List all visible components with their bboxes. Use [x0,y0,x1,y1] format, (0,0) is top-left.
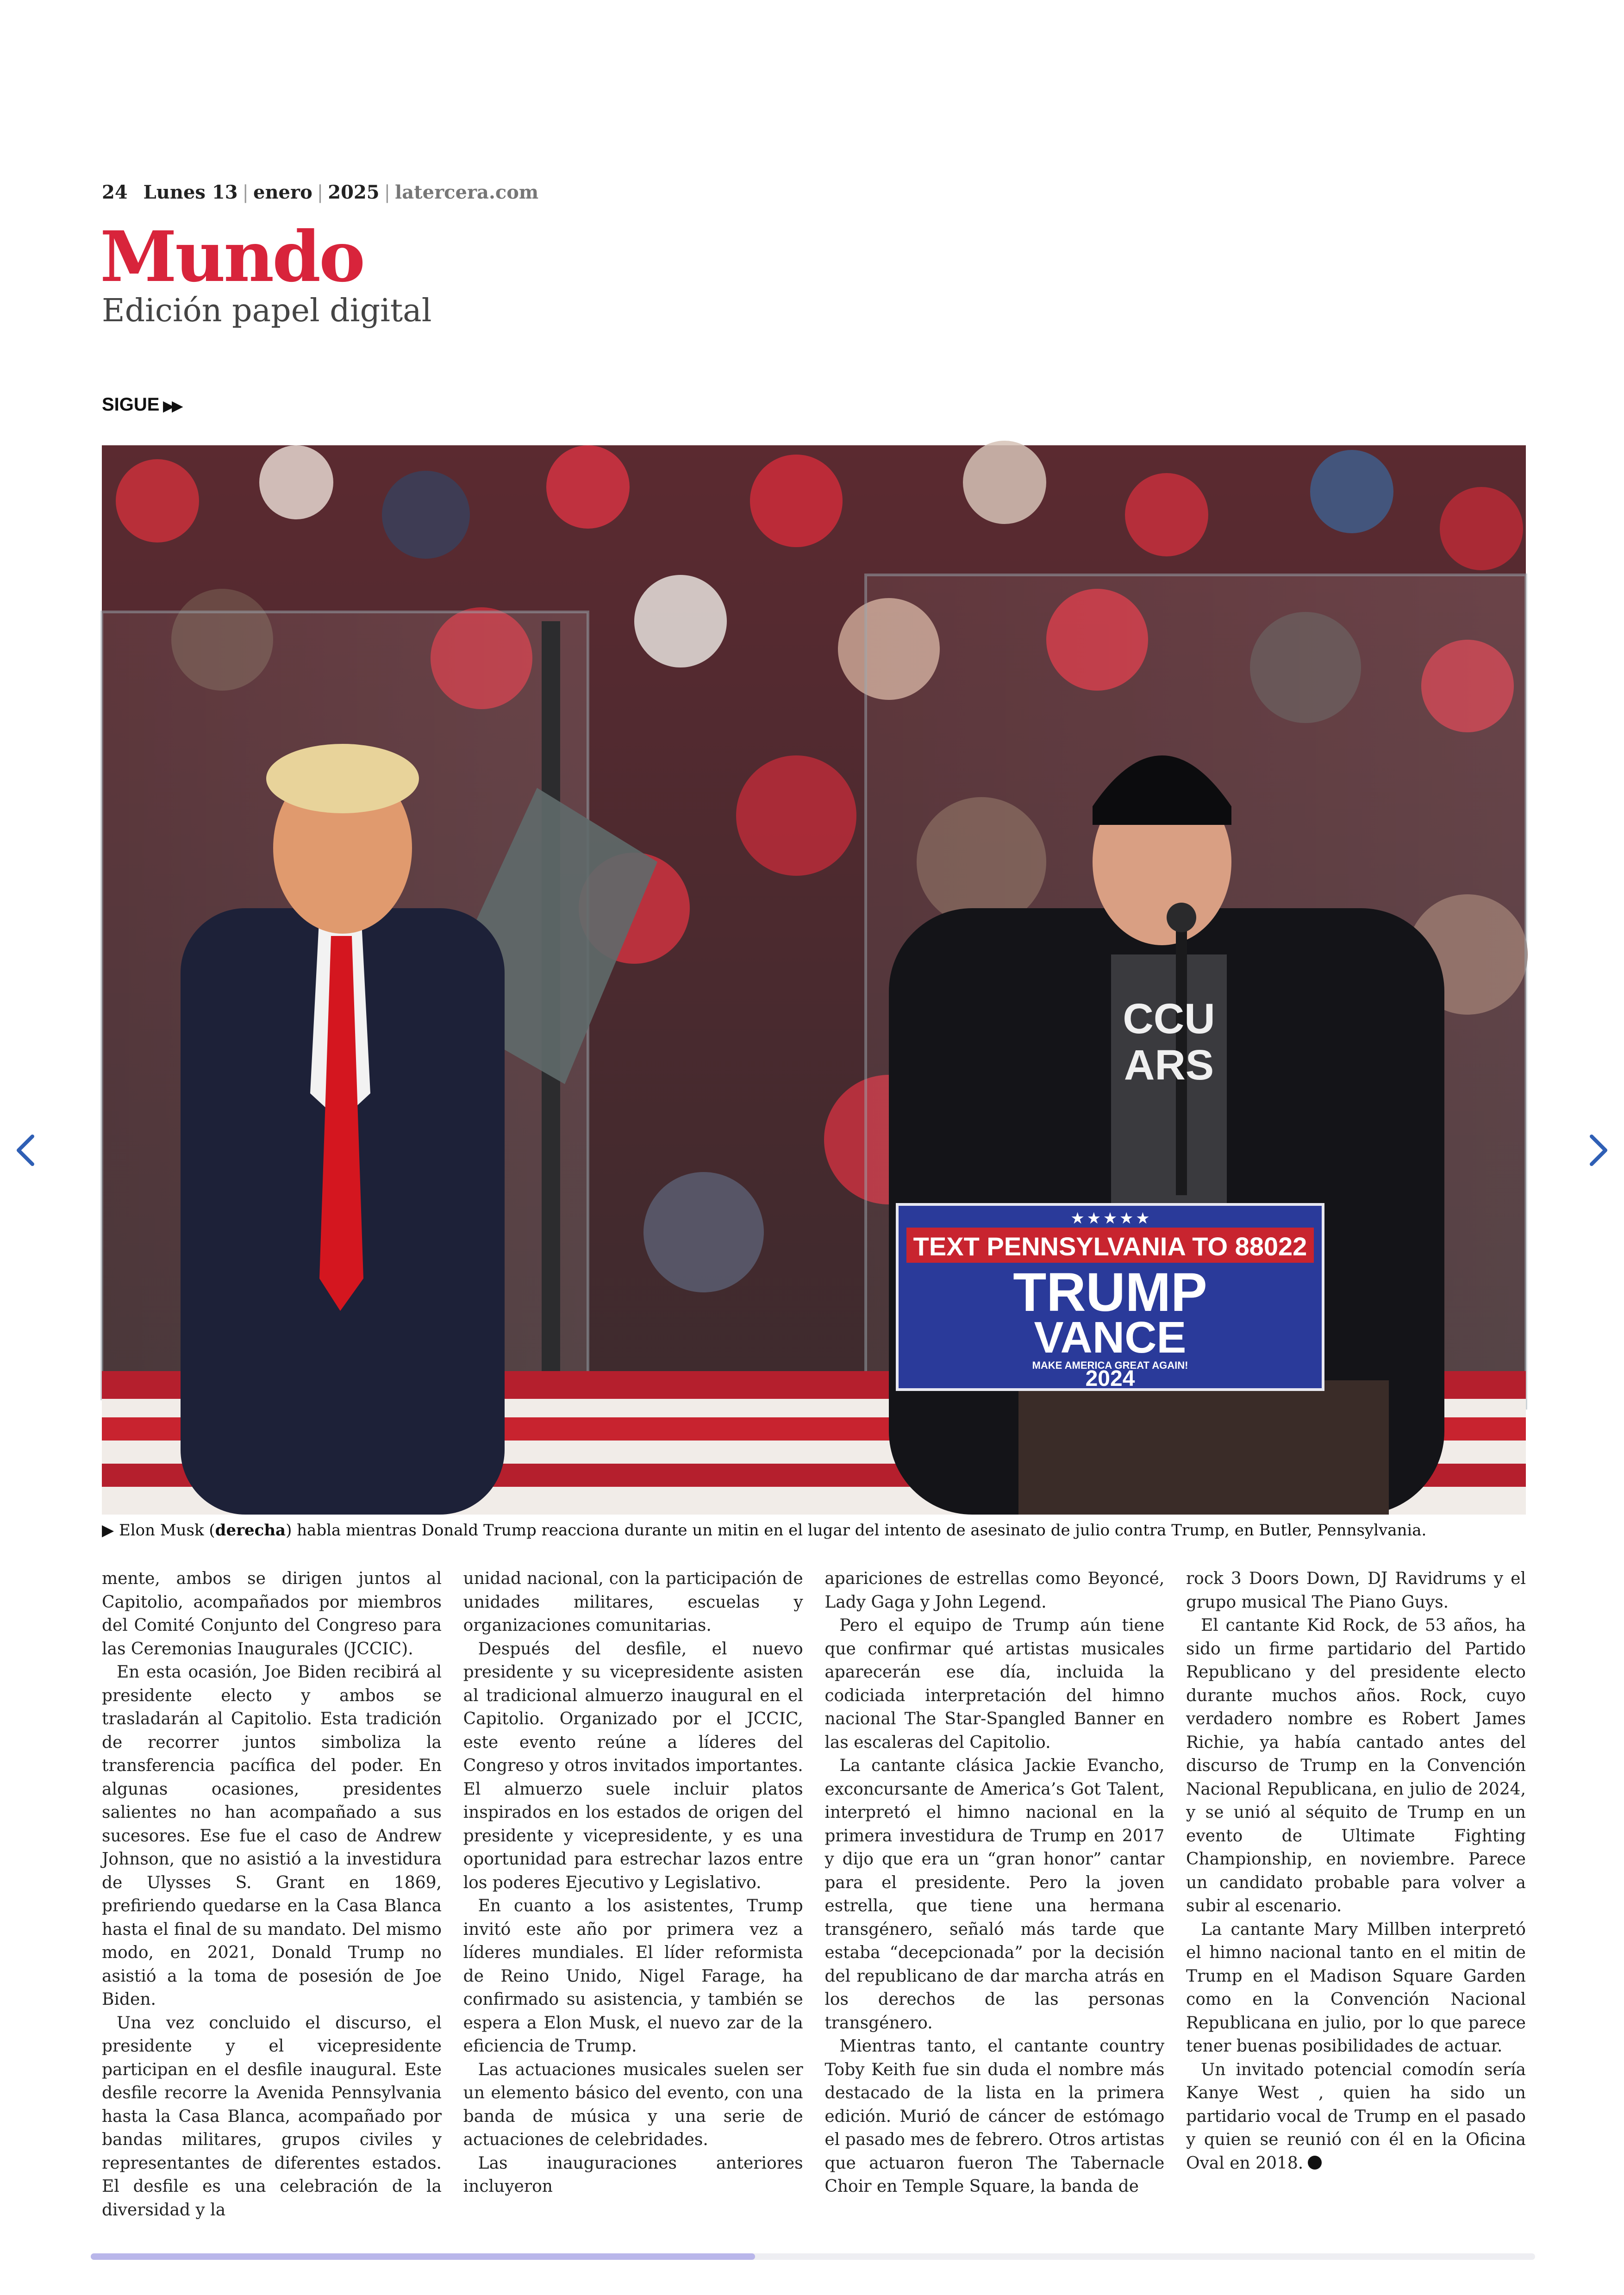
podium-sign-line3: VANCE [1034,1313,1187,1362]
folio-separator: | [317,182,324,203]
next-page-button[interactable] [1582,1129,1615,1171]
paragraph: Una vez concluido el discurso, el presidente y el vicepresidente participan en el desfile inaugural. Este desfile recorre la Avenida Pennsylvania hasta la Casa Blanca, acompañado por bandas militares, grupos civiles y representantes de diferentes estados. El desfile es una celebración de la diversidad y la [102,2013,442,2220]
article-column-4 [1186,1567,1526,2173]
chevron-right-icon [1582,1129,1615,1171]
chevron-left-icon [9,1129,42,1171]
paragraph: La cantante clásica Jackie Evancho, exconcursante de America’s Got Talent, interpretó el himno nacional en la primera investidura de Trump en 2017 y dijo que era un “gran honor” cantar para el presidente. Pero la joven estrella, que tiene una hermana transgénero, señaló más tarde que estaba “decepcionada” por la decisión del republicano de dar marcha atrás en los derechos de las personas transgénero. [824,1756,1165,2033]
last-paragraph [1186,2058,1526,2176]
end-of-article-icon [1308,2156,1322,2170]
issue-date-day: Lunes 13 [143,181,238,203]
paragraph: Las inauguraciones anteriores incluyeron [463,2153,803,2196]
caption-highlight: derecha [215,1521,286,1540]
continued-text: SIGUE [102,394,160,415]
caption-text-pre: Elon Musk ( [119,1521,215,1540]
paragraph: Mientras tanto, el cantante country Toby Keith fue sin duda el nombre más destacado de la lista en la primera edición. Murió de cáncer de estómago el pasado mes de febrero. Otros artistas que actuaron fueron The Tabernacle Choir en Temple Square, la banda de [824,2037,1165,2196]
paragraph: Pero el equipo de Trump aún tiene que confirmar qué artistas musicales aparecerán ese día, incluida la codiciada interpretación del himno nacional The Star-Spangled Banner en las escaleras del Capitolio. [824,1616,1165,1752]
podium-stars-icon: ★ ★ ★ ★ ★ [1071,1211,1149,1226]
article-column-1 [102,1567,442,2220]
paragraph: Después del desfile, el nuevo presidente y su vicepresidente asisten al tradicional almuerzo inaugural en el Capitolio. Organizado por el JCCIC, este evento reúne a líderes del Congreso y otros invitados importantes. El almuerzo suele incluir platos inspirados en los estados de origen del presidente y vicepresidente, y es una oportunidad para estrechar lazos entre los poderes Ejecutivo y Legislativo. [463,1639,803,1892]
page-folio [102,181,538,203]
caption-marker-icon: ▶ [102,1521,119,1540]
paragraph: apariciones de estrellas como Beyoncé, Lady Gaga y John Legend. [824,1569,1165,1612]
issue-date-year: 2025 [328,181,380,203]
double-play-icon: ▶▶ [163,399,181,414]
issue-date-month: enero [253,181,312,203]
paragraph-text: Un invitado potencial comodín sería Kanye West , quien ha sido un partidario vocal de Trump en el pasado y quien se reunió con él en la Oficina Oval en 2018. [1186,2060,1526,2173]
caption-text-post: ) habla mientras Donald Trump reacciona durante un mitin en el lugar del intento de asesinato de julio contra Trump, en Butler, Pennsylvania. [286,1521,1427,1540]
article-column-3 [824,1567,1165,2196]
page-number: 24 [102,181,128,203]
edition-subtitle: Edición papel digital [102,293,432,329]
photo-caption [102,1521,1526,1540]
article-body [102,1567,1526,2220]
paragraph: unidad nacional, con la participación de unidades militares, escuelas y organizaciones comunitarias. [463,1569,803,1635]
reading-progress-fill [91,2253,755,2260]
rally-photo-illustration [102,445,1526,1515]
paragraph: Las actuaciones musicales suelen ser un elemento básico del evento, con una banda de música y una serie de actuaciones de celebridades. [463,2060,803,2149]
shirt-text-1: CCU [1123,995,1215,1042]
continued-label [102,394,181,415]
paragraph: En esta ocasión, Joe Biden recibirá al presidente electo y ambos se trasladarán al Capitolio. Esta tradición de recorrer juntos simboliza la transferencia pacífica del poder. En algunas ocasiones, presidentes salientes no han acompañado a sus sucesores. Ese fue el caso de Andrew Johnson, que no asistió a la investidura de Ulysses S. Grant en 1869, prefiriendo quedarse en la Casa Blanca hasta el final de su mandato. Del mismo modo, en 2021, Donald Trump no asistió a la toma de posesión de Joe Biden. [102,1663,442,2009]
podium-sign-line2: TRUMP [1013,1262,1207,1323]
folio-separator: | [242,182,249,203]
article-photo [102,445,1526,1515]
article-column-2 [463,1567,803,2196]
paragraph: mente, ambos se dirigen juntos al Capitolio, acompañados por miembros del Comité Conjunto del Congreso para las Ceremonias Inaugurales (JCCIC). [102,1569,442,1659]
paragraph: La cantante Mary Millben interpretó el himno nacional tanto en el mitin de Trump en el Madison Square Garden como en la Convención Nacional Republicana en julio, por lo que parece tener buenas posibilidades de actuar. [1186,1920,1526,2056]
folio-separator: | [384,182,391,203]
paragraph: rock 3 Doors Down, DJ Ravidrums y el grupo musical The Piano Guys. [1186,1569,1526,1612]
paragraph: El cantante Kid Rock, de 53 años, ha sido un firme partidario del Partido Republicano y del presidente electo durante muchos años. Rock, cuyo verdadero nombre es Robert James Richie, ya había cantado antes del discurso de Trump en la Convención Nacional Republicana, en julio de 2024, y se unió al séquito de Trump en un evento de Ultimate Fighting Championship, en noviembre. Parece un candidato probable para volver a subir al escenario. [1186,1616,1526,1915]
paragraph: En cuanto a los asistentes, Trump invitó este año por primera vez a líderes mundiales. El líder reformista de Reino Unido, Nigel Farage, ha confirmado su asistencia, y también se espera a Elon Musk, el nuevo zar de la eficiencia de Trump. [463,1896,803,2056]
shirt-text-2: ARS [1124,1041,1214,1089]
podium-sign-line5: 2024 [1085,1366,1135,1391]
reading-progress-bar[interactable] [91,2253,1535,2260]
previous-page-button[interactable] [9,1129,42,1171]
site-name: latercera.com [395,181,539,203]
podium-sign-line1: TEXT PENNSYLVANIA TO 88022 [913,1232,1307,1261]
section-title: Mundo [100,216,364,298]
podium-sign-line4: MAKE AMERICA GREAT AGAIN! [1032,1360,1188,1371]
